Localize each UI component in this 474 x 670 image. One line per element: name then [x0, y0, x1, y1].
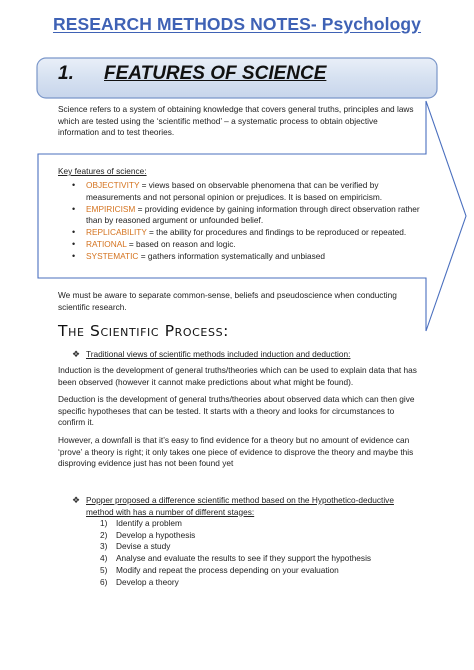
section-title: FEATURES OF SCIENCE — [104, 63, 327, 84]
step-number: 1) — [100, 518, 108, 528]
popper-text: Popper proposed a difference scientific method based on the Hypothetico-deductive method with has a number of different stages: — [86, 495, 394, 517]
scientific-process-heading: The Scientific Process: — [58, 322, 229, 340]
step-text: Identify a problem — [116, 518, 182, 528]
diamond-bullet-icon: ❖ — [72, 495, 81, 505]
section-banner-title — [58, 63, 326, 85]
step-item — [100, 577, 371, 589]
key-feature-item — [58, 227, 428, 239]
feature-term: REPLICABILITY — [86, 227, 147, 237]
method-steps-list — [100, 518, 371, 588]
step-item — [100, 530, 371, 542]
feature-desc: = views based on observable phenomena that can be verified by measurements and not personal opinion or prejudices. It is based on empiricism. — [86, 180, 383, 202]
feature-term: SYSTEMATIC — [86, 251, 139, 261]
key-feature-item — [58, 239, 428, 251]
diamond-bullet-icon: ❖ — [72, 349, 81, 359]
feature-term: EMPIRICISM — [86, 203, 136, 214]
step-item — [100, 518, 371, 530]
key-feature-item — [58, 204, 428, 227]
popper-line — [72, 495, 422, 518]
intro-paragraph: Science refers to a system of obtaining knowledge that covers general truths, principles and laws which are tested using the ‘scientific method’ – a systematic process to obtain objective information and to test theories. — [58, 104, 414, 137]
section-number: 1. — [58, 63, 74, 84]
step-text: Develop a theory — [116, 576, 179, 587]
traditional-views-line — [72, 349, 422, 361]
step-item — [100, 553, 371, 565]
key-feature-item — [58, 180, 428, 203]
awareness-paragraph: We must be aware to separate common-sense, beliefs and pseudoscience when conducting scientific research. — [58, 290, 397, 312]
traditional-views-text: Traditional views of scientific methods included induction and deduction: — [86, 349, 351, 359]
key-features-list — [58, 180, 428, 263]
feature-desc: = the ability for procedures and findings to be reproduced or repeated. — [146, 227, 407, 237]
downfall-paragraph: However, a downfall is that it’s easy to find evidence for a theory but no amount of evidence can ‘prove’ a theory is right; it only takes one piece of evidence to disprove the theory and maybe this disproving evidence just has not been found yet — [58, 435, 414, 468]
step-number: 6) — [100, 576, 108, 587]
feature-desc: = gathers information systematically and unbiased — [138, 251, 325, 261]
deduction-paragraph: Deduction is the development of general truths/theories about observed data which can then give specific hypotheses that can be tested. It starts with a theory and looks for circumstances to confirm it. — [58, 394, 415, 427]
page-title: RESEARCH METHODS NOTES- Psychology — [52, 14, 422, 34]
step-number: 2) — [100, 529, 108, 540]
step-text: Modify and repeat the process depending on your evaluation — [116, 564, 339, 575]
key-features-label: Key features of science: — [58, 166, 147, 176]
step-number: 4) — [100, 553, 108, 564]
step-text: Devise a study — [116, 541, 171, 552]
step-item — [100, 565, 371, 577]
step-number: 5) — [100, 564, 108, 575]
feature-term: RATIONAL — [86, 239, 127, 249]
step-text: Analyse and evaluate the results to see if they support the hypothesis — [116, 553, 372, 564]
step-number: 3) — [100, 541, 108, 552]
feature-desc: = providing evidence by gaining information through direct observation rather than by reasoned argument or unfounded belief. — [86, 203, 420, 225]
induction-paragraph: Induction is the development of general truths/theories which can be used to explain data that has been observed (however it cannot make predictions about what might be found). — [58, 365, 417, 387]
step-text: Develop a hypothesis — [116, 529, 196, 540]
step-item — [100, 541, 371, 553]
feature-desc: = based on reason and logic. — [126, 239, 236, 249]
key-feature-item — [58, 251, 428, 263]
feature-term: OBJECTIVITY — [86, 180, 140, 190]
